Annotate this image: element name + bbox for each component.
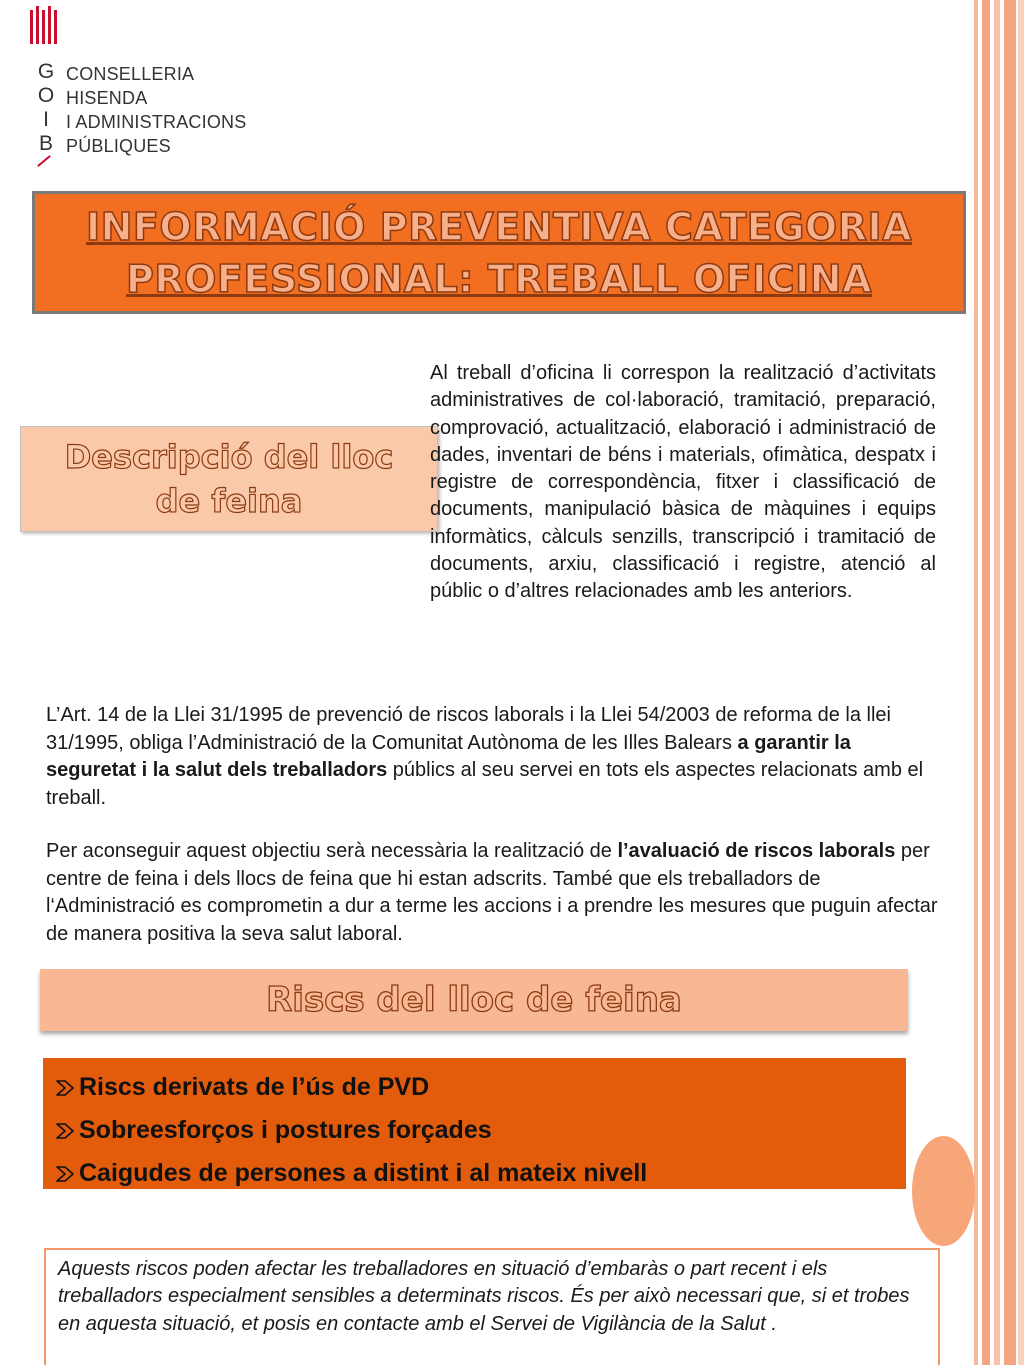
logo-letter: G [37,60,55,83]
legal-paragraph-bold: a garantir la seguretat i la salut dels treballadors [46,731,851,781]
list-item [55,1109,906,1152]
logo-line: I ADMINISTRACIONS [66,112,247,132]
decorative-stripes [974,0,1024,1365]
risk-item-label: Sobreesforços i postures forçades [79,1116,492,1144]
logo-letter: I [43,108,49,131]
objective-paragraph-text: Per aconseguir aquest objectiu serà necessària la realització de [46,840,618,862]
risk-item-label: Riscs derivats de l’ús de PVD [79,1073,430,1101]
objective-paragraph-text: per centre de feina i dels llocs de feina que hi estan adscrits. També que els treballadors de l‘Administració es comprometin a dur a terme les accions i a prendre les mesures que puguin afectar de manera positiva la seva salut laboral. [46,840,938,945]
note-text: Aquests riscos poden afectar les treballadores en situació d’embaràs o part recent i els treballadors especialment sensibles a determinats riscos. És per això necessari que, si et trobes en aquesta situació, et posis en contacte amb el Servei de Vigilància de la Salut . [58,1258,910,1335]
risk-item-label: Caigudes de persones a distint i al mateix nivell [79,1159,648,1187]
decorative-oval [912,1136,975,1246]
list-item [55,1152,906,1195]
description-heading-line2: de feina [155,482,303,520]
arrow-bullet-icon [55,1120,77,1142]
title-banner [32,191,966,314]
logo-letter: B [38,132,53,155]
page-title-line1: INFORMACIÓ PREVENTIVA CATEGORIA [85,204,913,249]
objective-paragraph-bold: l’avaluació de riscos laborals [617,840,896,862]
description-heading-line1: Descripció del lloc [64,438,394,476]
risks-heading-box [40,969,908,1031]
description-text: Al treball d’oficina li correspon la realització d’activitats administratives de col·laboració, tramitació, preparació, comprovació, actualització, elaboració i administració de dades, inventari de béns i materials, ofimàtica, despatx i registre de correspondència, fitxer i classificació de documents, manipulació bàsica de màquines i equips informàtics, càlculs senzills, transcripció i tramitació de documents, arxiu, classificació i registre, atenció al públic o d’altres relacionades amb les anteriors. [430,362,936,603]
page-title-line2: PROFESSIONAL: TREBALL OFICINA [126,256,872,301]
list-item [55,1066,906,1109]
objective-paragraph [46,838,946,948]
legal-paragraph [46,702,946,812]
logo-text [66,62,246,158]
risks-heading: Riscs del lloc de feina [266,980,682,1020]
legal-paragraph-text: L’Art. 14 de la Llei 31/1995 de prevenció de riscos laborals i la Llei 54/2003 de reforma de la llei 31/1995, obliga l’Administració de la Comunitat Autònoma de les Illes Balears [46,704,891,754]
logo-letters [34,60,58,156]
logo-line: HISENDA [66,88,148,108]
legal-paragraph-text: públics al seu servei en tots els aspectes relacionats amb el treball. [46,759,924,809]
logo-letter: O [37,84,55,107]
logo-slash-icon [37,155,51,167]
description-heading-box [20,426,438,532]
logo-line: CONSELLERIA [66,64,195,84]
logo-line: PÚBLIQUES [66,136,171,156]
arrow-bullet-icon [55,1077,77,1099]
govern-logo-icon [30,6,60,44]
risks-list [43,1058,906,1189]
arrow-bullet-icon [55,1163,77,1185]
